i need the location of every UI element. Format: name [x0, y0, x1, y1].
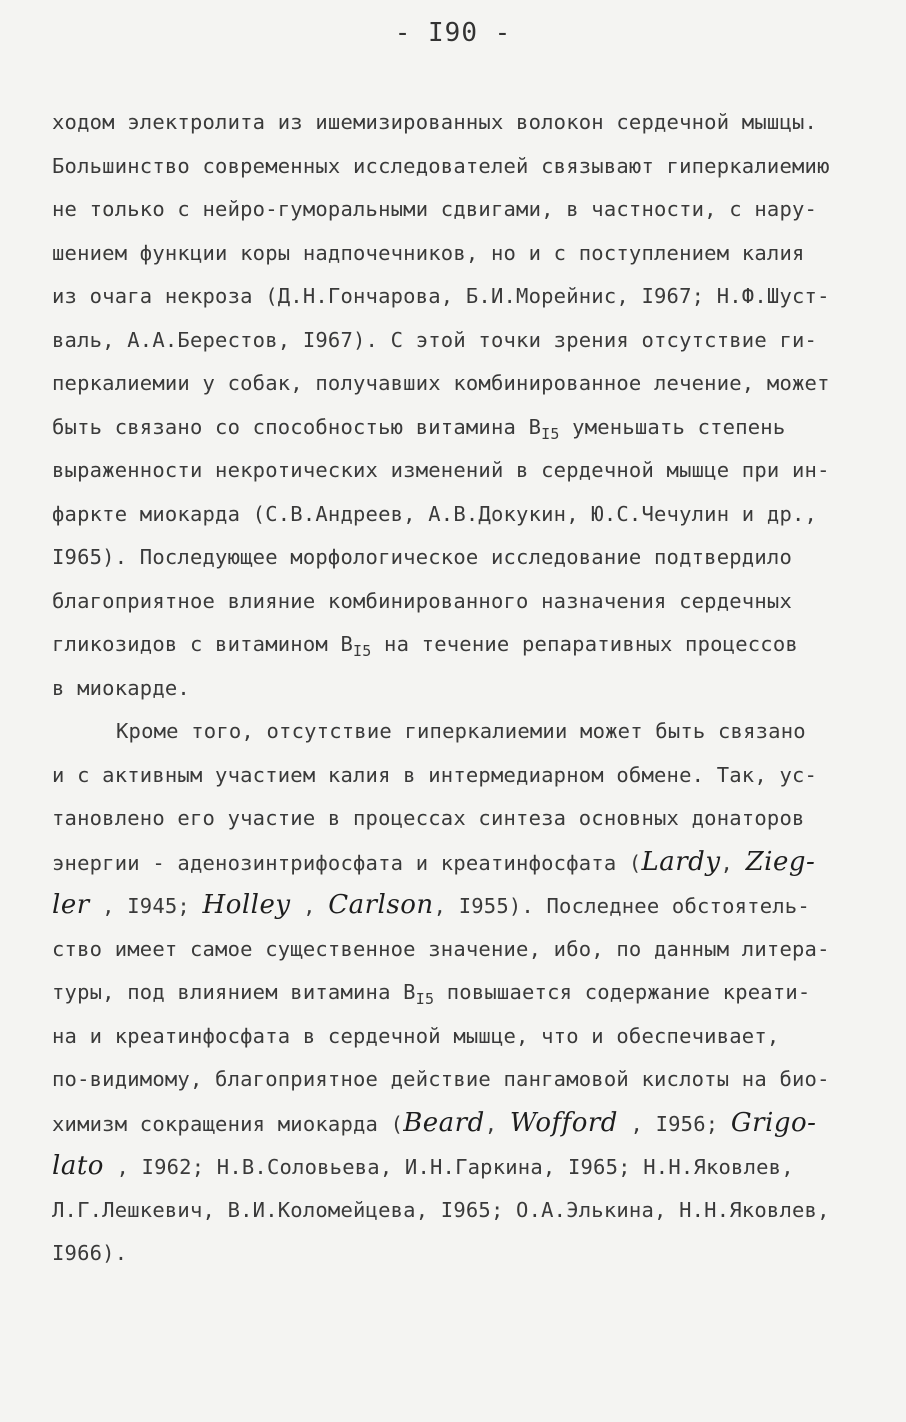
page-number: - I90 - — [394, 18, 512, 48]
text-segment: энергии - аденозинтрифосфата и креатинфосфата ( — [52, 850, 642, 875]
text-line: тановлено его участие в процессах синтеза основных донаторов — [52, 806, 805, 830]
text-line: шением функции коры надпочечников, но и с поступлением калия — [52, 240, 805, 265]
text-line — [52, 1102, 882, 1146]
subscript: I5 — [415, 990, 435, 1008]
text-line: валь, А.А.Берестов, I967). С этой точки зрения отсутствие ги- — [52, 327, 818, 352]
text-segment: , I956; — [617, 1111, 731, 1136]
text-line — [52, 841, 882, 885]
text-segment: повышается содержание креати- — [434, 980, 811, 1004]
text-segment: , — [290, 894, 329, 918]
text-line: на и креатинфосфата в сердечной мышце, что и обеспечивает, — [52, 1023, 780, 1048]
text-line: и с активным участием калия в интермедиарном обмене. Так, ус- — [52, 762, 818, 787]
text-line: фаркте миокарда (С.В.Андреев, А.В.Докукин, Ю.С.Чечулин и др., — [52, 501, 818, 526]
handwritten-name: Beard — [403, 1107, 485, 1138]
handwritten-name: Zieg- — [745, 846, 816, 877]
text-line — [52, 623, 882, 667]
text-line — [52, 884, 882, 928]
handwritten-name: Lardy — [641, 846, 721, 877]
text-segment: уменьшать степень — [559, 414, 786, 439]
text-line — [52, 971, 882, 1015]
text-line: Кроме того, отсутствие гиперкалиемии может быть связано — [116, 719, 806, 743]
text-line: перкалиемии у собак, получавших комбинированное лечение, может — [52, 371, 830, 395]
text-segment: , I962; Н.В.Соловьева, И.Н.Гаркина, I965; Н.Н.Яковлев, — [103, 1155, 794, 1179]
text-segment: быть связано со способностью витамина B — [52, 414, 542, 439]
text-segment: , I945; — [89, 894, 203, 918]
text-line: Л.Г.Лешкевич, В.И.Коломейцева, I965; О.А.Элькина, Н.Н.Яковлев, — [52, 1197, 830, 1222]
text-line: I965). Последующее морфологическое исследование подтвердило — [52, 545, 792, 569]
text-segment: туры, под влиянием витамина B — [52, 980, 416, 1004]
text-line: в миокарде. — [52, 675, 190, 700]
handwritten-name: Carlson — [328, 890, 434, 920]
text-segment: на течение репаративных процессов — [371, 632, 798, 656]
document-body — [52, 101, 882, 1276]
subscript: I5 — [541, 424, 560, 443]
text-segment: , I955). Последнее обстоятель- — [433, 894, 810, 918]
text-line: Большинство современных исследователей связывают гиперкалиемию — [52, 153, 830, 178]
text-segment: , — [720, 850, 746, 875]
text-line: из очага некроза (Д.Н.Гончарова, Б.И.Морейнис, I967; Н.Ф.Шуст- — [52, 284, 830, 308]
text-line: выраженности некротических изменений в сердечной мышце при ин- — [52, 458, 830, 482]
text-segment: , — [484, 1111, 510, 1136]
text-line: I966). — [52, 1241, 128, 1265]
text-segment: химизм сокращения миокарда ( — [52, 1111, 404, 1136]
handwritten-name: Wofford — [509, 1107, 618, 1138]
text-line: ство имеет самое существенное значение, ибо, по данным литера- — [52, 936, 830, 961]
handwritten-name: Grigo- — [730, 1107, 817, 1138]
handwritten-name: ler — [52, 890, 90, 920]
text-segment: гликозидов с витамином B — [52, 632, 354, 656]
text-line — [52, 406, 882, 450]
text-line: не только с нейро-гуморальными сдвигами, в частности, с нару- — [52, 197, 818, 221]
text-line — [52, 1145, 882, 1189]
text-line: благоприятное влияние комбинированного назначения сердечных — [52, 588, 792, 613]
handwritten-name: lato — [52, 1151, 104, 1181]
text-line: по-видимому, благоприятное действие пангамовой кислоты на био- — [52, 1067, 830, 1091]
handwritten-name: Holley — [202, 890, 291, 920]
text-line: ходом электролита из ишемизированных волокон сердечной мышцы. — [52, 110, 818, 134]
subscript: I5 — [353, 642, 372, 660]
